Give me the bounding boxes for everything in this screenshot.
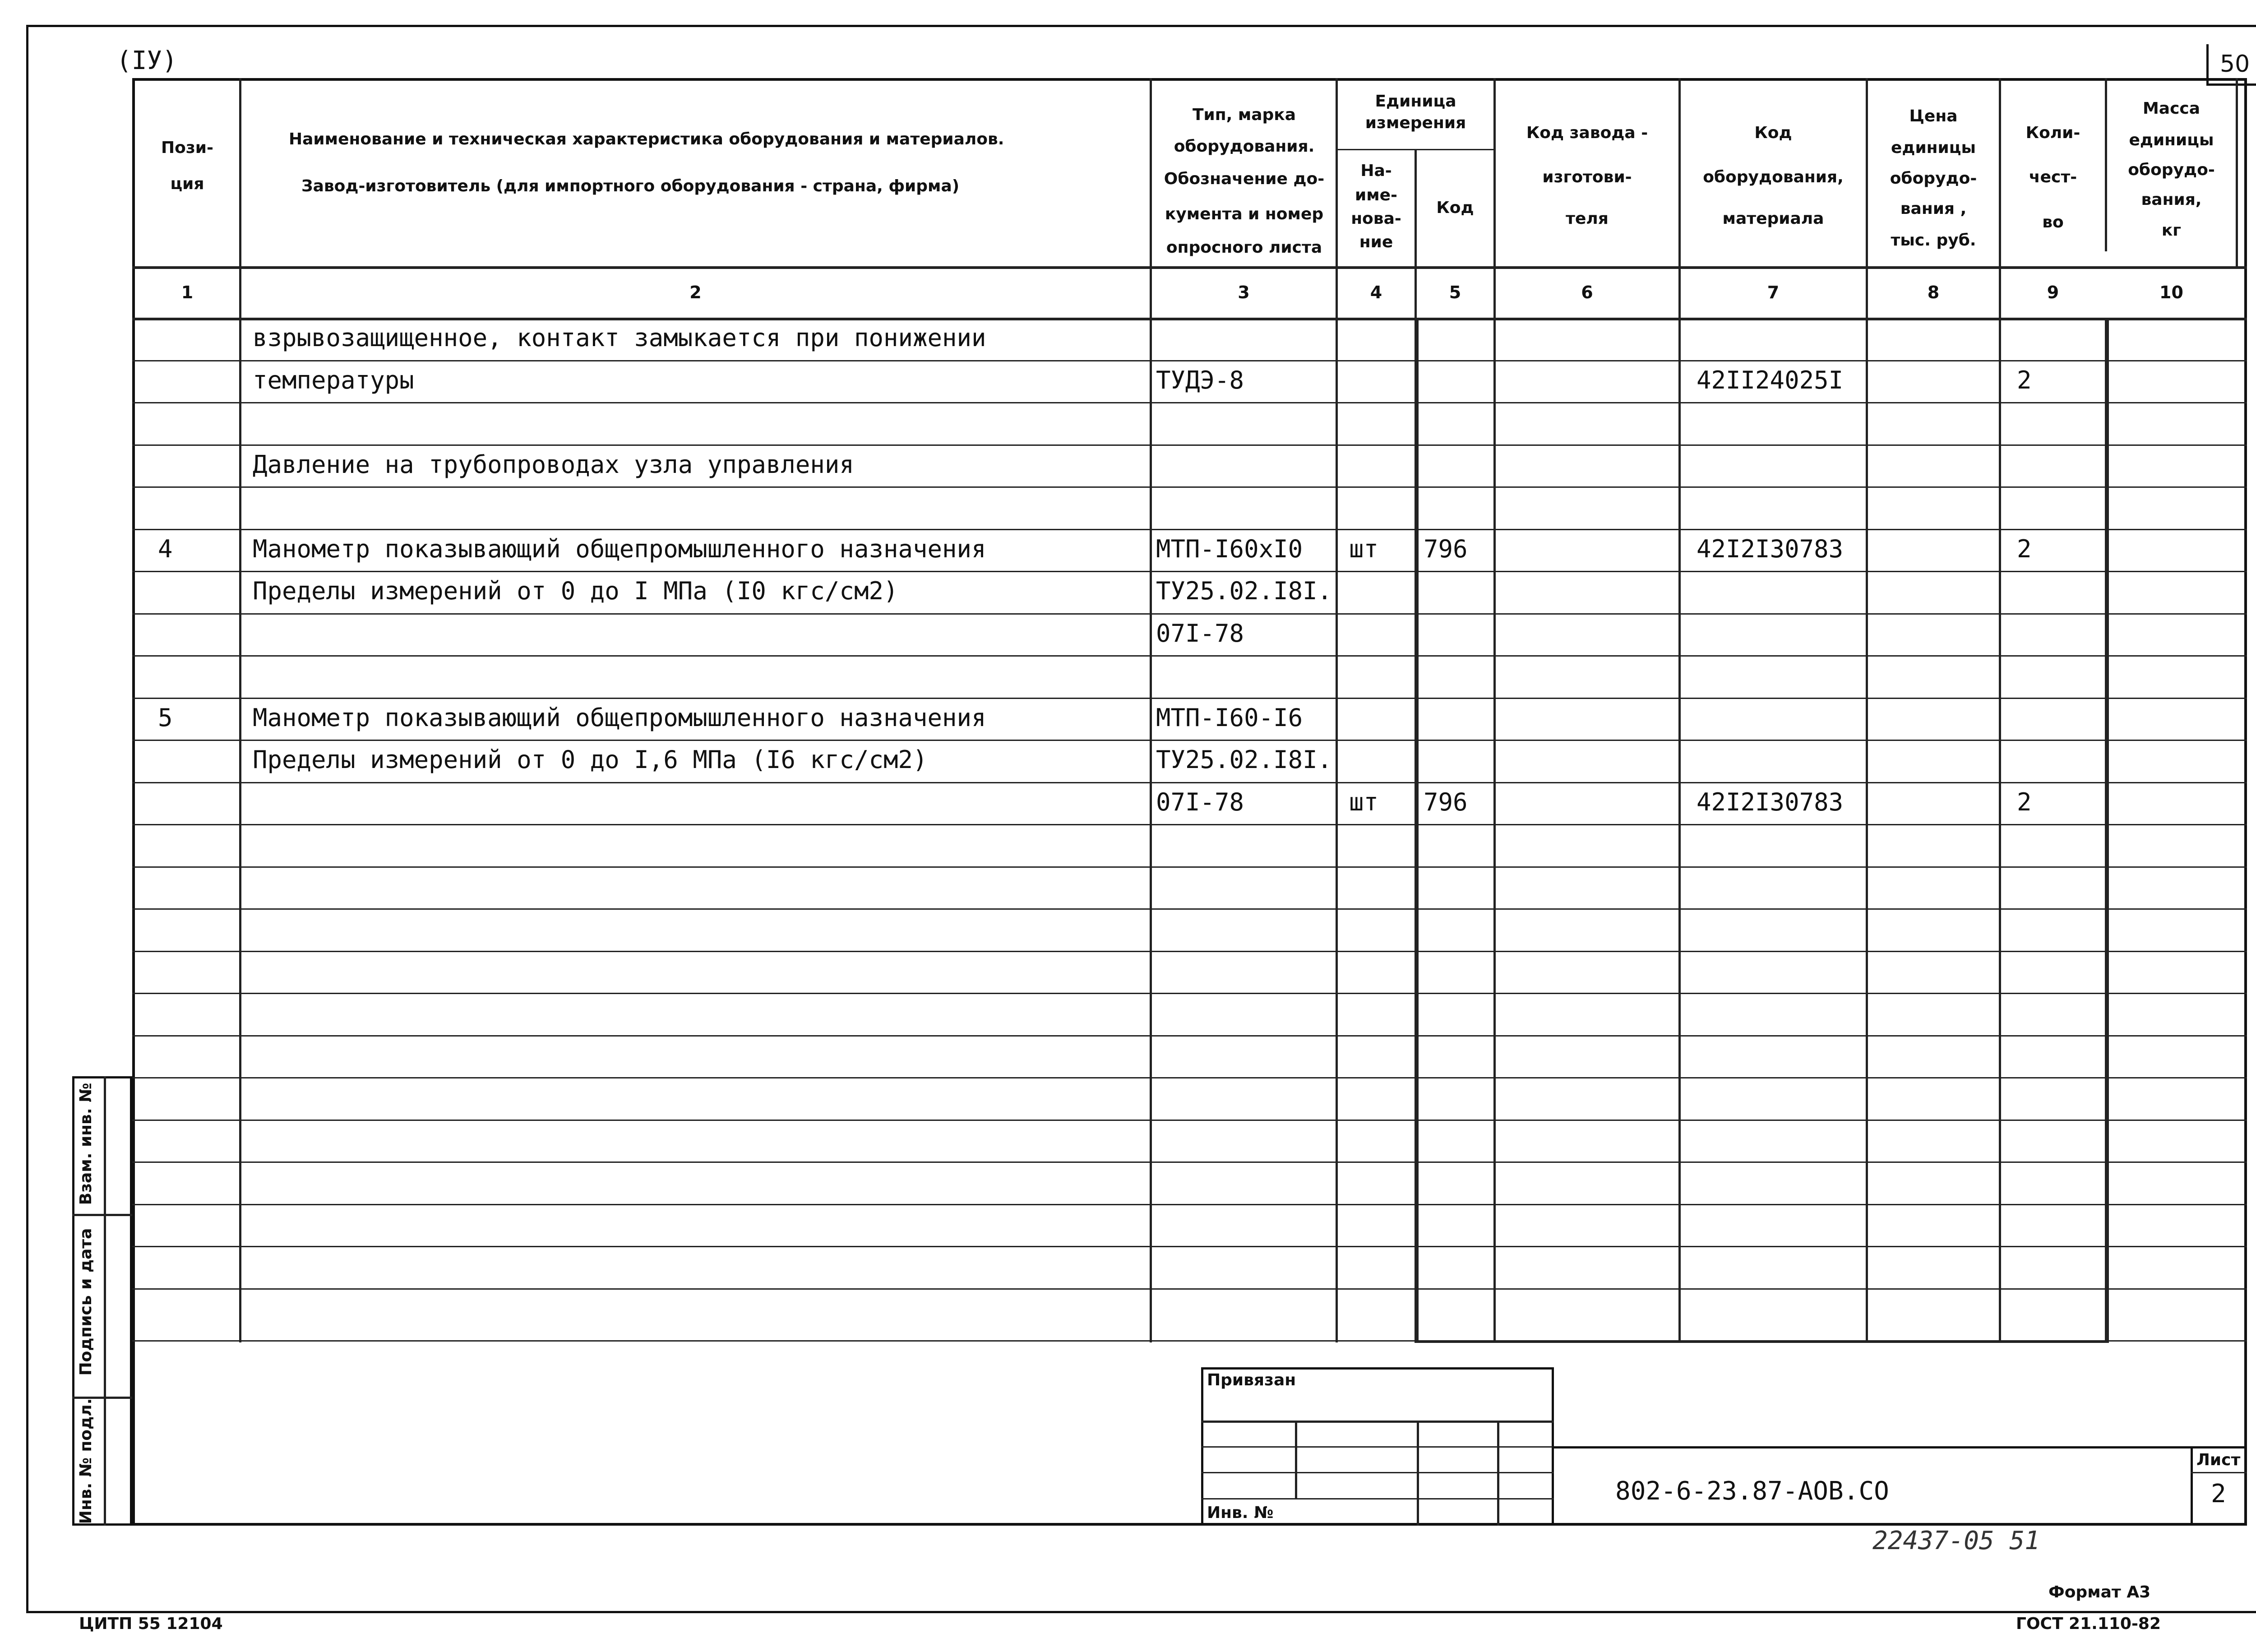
col3-header-line4: кумента и номер — [1165, 205, 1324, 223]
col7-header-line3: материала — [1722, 209, 1824, 228]
row-divider — [132, 698, 2247, 699]
row-divider — [132, 1204, 2247, 1205]
col2-header-line1: Наименование и техническая характеристика оборудования и материалов. — [289, 130, 1004, 148]
cell-unit: шт — [1349, 788, 1379, 816]
cell-name: Давление на трубопроводах узла управления — [253, 450, 854, 479]
col4-header-line1: На- — [1360, 162, 1392, 180]
cell-quantity: 2 — [2017, 535, 2032, 563]
row-divider — [132, 866, 2247, 868]
row-divider — [132, 782, 2247, 783]
col-number-3: 3 — [1238, 282, 1250, 302]
cell-unit-code: 796 — [1424, 535, 1468, 563]
col9-header-line1: Коли- — [2025, 124, 2080, 142]
cell-type: МТП-I60-I6 — [1156, 703, 1303, 732]
side-label-podpis: Подпись и дата — [77, 1228, 95, 1376]
cell-quantity: 2 — [2017, 788, 2032, 816]
col-number-6: 6 — [1581, 282, 1593, 302]
row-divider — [132, 1161, 2247, 1163]
col2-header-line2: Завод-изготовитель (для импортного оборудования - страна, фирма) — [301, 177, 960, 195]
col8-header-line5: тыс. руб. — [1891, 231, 1976, 250]
side-label-inv: Инв. № подл. — [77, 1398, 95, 1524]
sheet-number: 2 — [2211, 1479, 2226, 1509]
col-number-1: 1 — [181, 282, 194, 302]
cell-name: Пределы измерений от 0 до I МПа (I0 кгс/см2) — [253, 577, 898, 605]
col-number-5: 5 — [1449, 282, 1461, 302]
col10-header-line3: оборудо- — [2128, 161, 2215, 179]
cell-type: 07I-78 — [1156, 788, 1244, 816]
cell-type: ТУ25.02.I8I. — [1156, 577, 1332, 605]
col7-header-line1: Код — [1754, 124, 1792, 142]
cell-name: температуры — [253, 366, 414, 394]
col4-header-line4: ние — [1359, 233, 1393, 251]
row-divider — [132, 824, 2247, 825]
col8-header-line4: вания , — [1900, 199, 1967, 218]
col-number-4: 4 — [1370, 282, 1382, 302]
cell-type: ТУДЭ-8 — [1156, 366, 1244, 394]
col9-header-line3: во — [2042, 213, 2064, 231]
row-divider — [132, 908, 2247, 910]
col5-header: Код — [1436, 199, 1474, 217]
col6-header-line2: изготови- — [1542, 168, 1632, 186]
gost-label: ГОСТ 21.110-82 — [2016, 1615, 2161, 1633]
row-divider — [132, 951, 2247, 952]
col10-header-line2: единицы — [2129, 131, 2214, 149]
row-divider — [132, 529, 2247, 530]
cell-quantity: 2 — [2017, 366, 2032, 394]
col6-header-line1: Код завода - — [1526, 124, 1648, 142]
cell-equipment-code: 42I2I30783 — [1697, 535, 1844, 563]
col8-header-line3: оборудо- — [1890, 169, 1977, 188]
col3-header-line3: Обозначение до- — [1164, 170, 1325, 188]
printer-label: ЦИТП 55 12104 — [79, 1615, 223, 1633]
stamp-inv-label: Инв. № — [1207, 1504, 1274, 1522]
col-number-8: 8 — [1927, 282, 1940, 302]
col10-header-line5: кг — [2161, 221, 2182, 240]
corner-label: (IУ) — [116, 46, 177, 75]
row-divider — [132, 740, 2247, 741]
cell-type: 07I-78 — [1156, 619, 1244, 648]
row-divider — [132, 655, 2247, 657]
col7-header-line2: оборудования, — [1703, 168, 1844, 186]
col-number-7: 7 — [1767, 282, 1780, 302]
row-divider — [132, 486, 2247, 488]
unit-group-header-line2: измерения — [1365, 114, 1466, 132]
col1-header-line2: ция — [170, 175, 204, 193]
row-divider — [132, 1246, 2247, 1247]
cell-equipment-code: 42I2I30783 — [1697, 788, 1844, 816]
row-divider — [132, 613, 2247, 615]
cell-name: взрывозащищенное, контакт замыкается при понижении — [253, 324, 986, 352]
row-divider — [132, 993, 2247, 994]
cell-type: ТУ25.02.I8I. — [1156, 745, 1332, 774]
col9-header-line2: чест- — [2029, 168, 2077, 186]
col-number-2: 2 — [689, 282, 702, 302]
row-divider — [132, 444, 2247, 446]
cell-type: МТП-I60хI0 — [1156, 535, 1303, 563]
sheet-label: Лист — [2196, 1451, 2241, 1469]
col3-header-line2: оборудования. — [1174, 137, 1315, 156]
col-number-9: 9 — [2047, 282, 2059, 302]
cell-name: Манометр показывающий общепромышленного назначения — [253, 703, 986, 732]
unit-group-header-line1: Единица — [1375, 92, 1456, 111]
col10-header-line4: вания, — [2141, 190, 2202, 209]
col4-header-line2: име- — [1355, 186, 1397, 204]
col6-header-line3: теля — [1566, 209, 1609, 228]
cell-unit-code: 796 — [1424, 788, 1468, 816]
handwritten-number: 22437-05 51 — [1872, 1526, 2040, 1555]
row-divider — [132, 360, 2247, 361]
cell-position: 4 — [158, 535, 173, 563]
format-label: Формат А3 — [2048, 1583, 2151, 1601]
col3-header-line1: Тип, марка — [1192, 106, 1296, 124]
cell-name: Манометр показывающий общепромышленного назначения — [253, 535, 986, 563]
col3-header-line5: опросного листа — [1166, 238, 1322, 257]
col1-header-line1: Пози- — [161, 139, 213, 157]
cell-unit: шт — [1349, 535, 1379, 563]
col-number-10: 10 — [2159, 282, 2183, 302]
page-number: 50 — [2220, 51, 2250, 78]
row-divider — [132, 1035, 2247, 1037]
side-label-vzam: Взам. инв. № — [77, 1083, 95, 1205]
cell-equipment-code: 42II24025I — [1697, 366, 1844, 394]
document-code: 802-6-23.87-АОВ.СО — [1615, 1476, 1889, 1506]
row-divider — [132, 571, 2247, 572]
col8-header-line2: единицы — [1891, 139, 1976, 157]
col10-header-line1: Масса — [2142, 99, 2201, 118]
col4-header-line3: нова- — [1351, 209, 1401, 228]
cell-name: Пределы измерений от 0 до I,6 МПа (I6 кгс/см2) — [253, 745, 928, 774]
row-divider — [132, 402, 2247, 403]
stamp-privyazan-label: Привязан — [1207, 1371, 1296, 1389]
row-divider — [132, 1120, 2247, 1121]
cell-position: 5 — [158, 703, 173, 732]
row-divider — [132, 1077, 2247, 1078]
row-divider — [132, 1288, 2247, 1290]
col8-header-line1: Цена — [1909, 107, 1958, 125]
